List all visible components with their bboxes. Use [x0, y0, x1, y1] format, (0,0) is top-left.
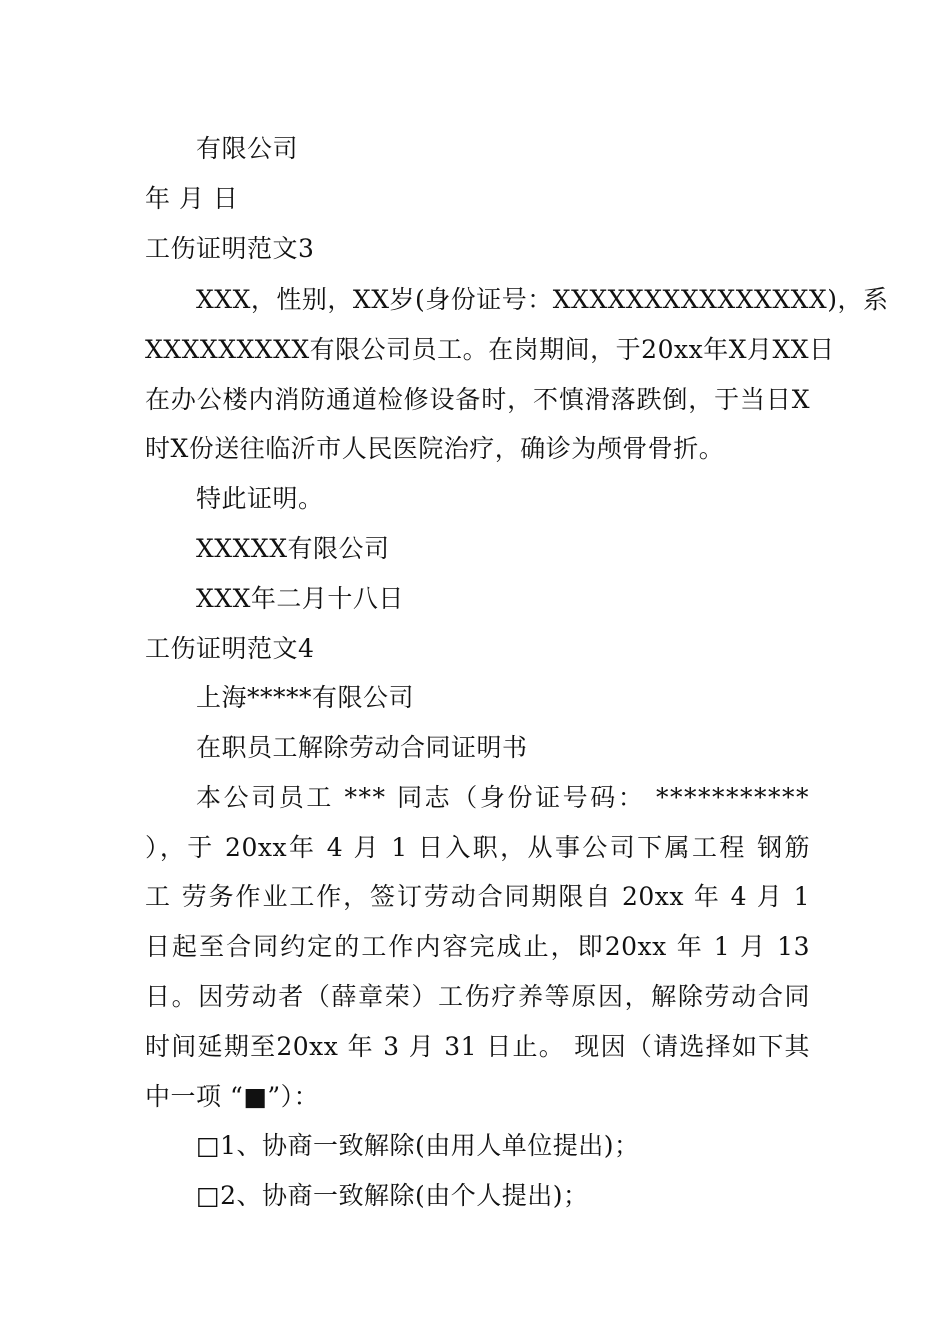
section-heading-4: 工伤证明范文4 — [145, 634, 315, 663]
paragraph-line: XXX，性别，XX岁(身份证号：XXXXXXXXXXXXXXX)，系 — [196, 285, 889, 314]
paragraph-line: 本公司员工 *** 同志（身份证号码： *********** — [196, 783, 810, 812]
company-name-line: 有限公司 — [196, 134, 299, 163]
paragraph-line: 时间延期至20xx 年 3 月 31 日止。 现因（请选择如下其 — [145, 1032, 810, 1061]
date-placeholder-line: 年 月 日 — [145, 184, 239, 213]
checkbox-option-2: □2、协商一致解除(由个人提出)； — [196, 1181, 589, 1210]
section-heading-3: 工伤证明范文3 — [145, 234, 315, 263]
paragraph-line: 日起至合同约定的工作内容完成止，即20xx 年 1 月 13 — [145, 932, 810, 961]
certification-statement: 特此证明。 — [196, 484, 324, 513]
certificate-title: 在职员工解除劳动合同证明书 — [196, 733, 528, 762]
company-name-line: 上海*****有限公司 — [196, 683, 415, 712]
signature-date: XXX年二月十八日 — [196, 584, 404, 613]
paragraph-line: XXXXXXXXX有限公司员工。在岗期间，于20xx年X月XX日 — [145, 335, 835, 364]
paragraph-line: ），于 20xx年 4 月 1 日入职，从事公司下属工程 钢筋 — [145, 833, 810, 862]
signature-company: XXXXX有限公司 — [196, 534, 390, 563]
paragraph-line: 日。因劳动者（薛章荣）工伤疗养等原因，解除劳动合同 — [145, 982, 810, 1011]
paragraph-line: 中一项 “■”）： — [145, 1082, 320, 1111]
checkbox-option-1: □1、协商一致解除(由用人单位提出)； — [196, 1131, 640, 1160]
paragraph-line: 在办公楼内消防通道检修设备时，不慎滑落跌倒，于当日X — [145, 385, 810, 414]
paragraph-line: 时X份送往临沂市人民医院治疗，确诊为颅骨骨折。 — [145, 434, 725, 463]
paragraph-line: 工 劳务作业工作，签订劳动合同期限自 20xx 年 4 月 1 — [145, 882, 810, 911]
